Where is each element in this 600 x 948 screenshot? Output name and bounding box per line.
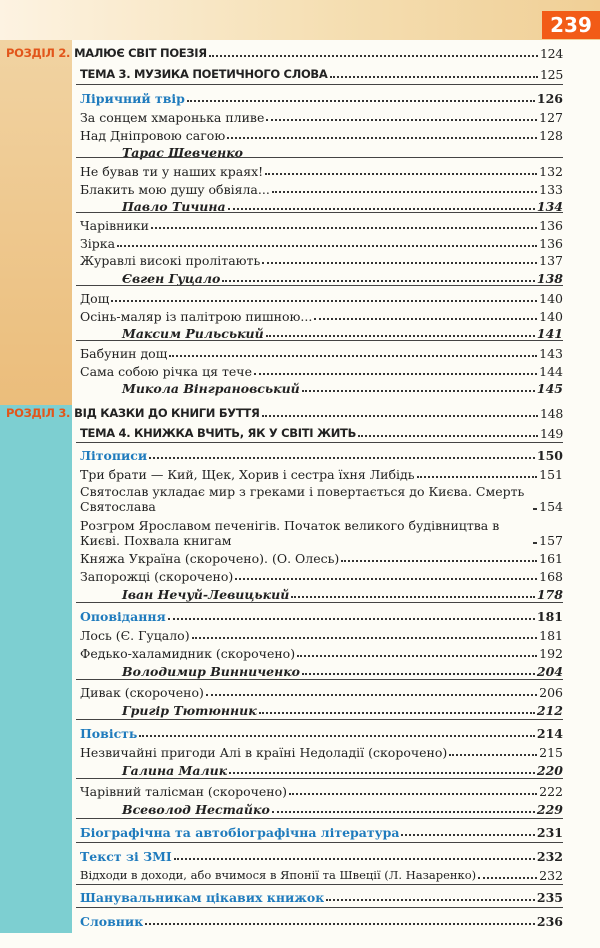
toc-entry[interactable]: Лось (Є. Гуцало) 181 bbox=[80, 628, 563, 643]
toc-author[interactable]: Володимир Винниченко 204 bbox=[122, 664, 563, 679]
chapter-title: МАЛЮЄ СВІТ ПОЕЗІЯ bbox=[74, 46, 207, 60]
toc-section[interactable]: Шанувальникам цікавих книжок 235 bbox=[80, 890, 563, 905]
toc-entry[interactable]: Три брати — Кий, Щек, Хорив і сестра їхня Либідь 151 bbox=[80, 467, 563, 482]
toc-section[interactable]: Словник 236 bbox=[80, 914, 563, 929]
toc-section[interactable]: Повість 214 bbox=[80, 726, 563, 741]
divider bbox=[76, 842, 563, 843]
chapter-2-color-bar bbox=[0, 40, 72, 405]
toc-author[interactable]: Іван Нечуй-Левицький 178 bbox=[122, 587, 563, 602]
toc-entry[interactable]: За сонцем хмаронька пливе 127 bbox=[80, 110, 563, 125]
toc-entry[interactable]: Відходи в доходи, або вчимося в Японії та Швеції (Л. Назаренко) 232 bbox=[80, 868, 563, 883]
chapter-3-color-bar bbox=[0, 405, 72, 933]
leader-dots bbox=[209, 55, 538, 57]
toc-entry[interactable]: Сама собою річка ця тече 144 bbox=[80, 364, 563, 379]
topic-title: ТЕМА 3. МУЗИКА ПОЕТИЧНОГО СЛОВА bbox=[80, 67, 328, 81]
toc-entry[interactable]: Княжа Україна (скорочено). (О. Олесь) 161 bbox=[80, 551, 563, 566]
divider bbox=[76, 157, 563, 158]
toc-author[interactable]: Павло Тичина 134 bbox=[122, 199, 563, 214]
toc-entry[interactable]: Запорожці (скорочено) 168 bbox=[80, 569, 563, 584]
page-ref: 124 bbox=[540, 46, 563, 61]
toc-entry[interactable]: Бабунин дощ 143 bbox=[80, 346, 563, 361]
toc-entry[interactable]: Федько-халамидник (скорочено) 192 bbox=[80, 646, 563, 661]
toc-chapter-3[interactable]: РОЗДІЛ 3. ВІД КАЗКИ ДО КНИГИ БУТТЯ 148 bbox=[6, 406, 563, 421]
toc-entry[interactable]: Святослав укладає мир з греками і повертається до Києва. Смерть Святослава 154 bbox=[80, 484, 563, 514]
toc-author[interactable]: Тарас Шевченко bbox=[122, 145, 244, 160]
toc-entry[interactable]: Блакить мою душу обвіяла... 133 bbox=[80, 182, 563, 197]
divider bbox=[76, 679, 563, 680]
header-band bbox=[0, 0, 600, 40]
divider bbox=[76, 442, 563, 443]
toc-entry[interactable]: Дощ 140 bbox=[80, 291, 563, 306]
toc-entry[interactable]: Журавлі високі пролітають 137 bbox=[80, 253, 563, 268]
chapter-title: ВІД КАЗКИ ДО КНИГИ БУТТЯ bbox=[74, 406, 260, 420]
divider bbox=[76, 778, 563, 779]
toc-section[interactable]: Біографічна та автобіографічна література 231 bbox=[80, 825, 563, 840]
toc-topic-3[interactable]: ТЕМА 3. МУЗИКА ПОЕТИЧНОГО СЛОВА 125 bbox=[80, 67, 563, 82]
toc-author[interactable]: Максим Рильський 141 bbox=[122, 326, 563, 341]
toc-section[interactable]: Текст зі ЗМІ 232 bbox=[80, 849, 563, 864]
divider bbox=[76, 818, 563, 819]
toc-author[interactable]: Григір Тютюнник 212 bbox=[122, 703, 563, 718]
toc-chapter-2[interactable] bbox=[6, 42, 563, 61]
divider bbox=[76, 340, 563, 341]
chapter-label: РОЗДІЛ 3. bbox=[6, 406, 71, 420]
toc-section[interactable]: Літописи 150 bbox=[80, 448, 563, 463]
toc-author[interactable]: Всеволод Нестайко 229 bbox=[122, 802, 563, 817]
toc-author[interactable]: Євген Гуцало 138 bbox=[122, 271, 563, 286]
toc-author[interactable]: Галина Малик 220 bbox=[122, 763, 563, 778]
toc-entry[interactable]: Осінь-маляр із палітрою пишною... 140 bbox=[80, 309, 563, 324]
chapter-label: РОЗДІЛ 2. bbox=[6, 46, 71, 60]
toc-entry[interactable]: Чарівний талісман (скорочено) 222 bbox=[80, 784, 563, 799]
divider bbox=[76, 84, 563, 85]
toc-entry[interactable]: Розгром Ярославом печенігів. Початок великого будівництва в Києві. Похвала книгам 157 bbox=[80, 518, 563, 548]
toc-entry[interactable]: Зірка 136 bbox=[80, 236, 563, 251]
divider bbox=[76, 907, 563, 908]
toc-entry[interactable]: Не бував ти у наших краях! 132 bbox=[80, 164, 563, 179]
divider bbox=[76, 719, 563, 720]
toc-entry[interactable]: Дивак (скорочено) 206 bbox=[80, 685, 563, 700]
divider bbox=[76, 884, 563, 885]
toc-author[interactable]: Микола Вінграновський 145 bbox=[122, 381, 563, 396]
divider bbox=[76, 212, 563, 213]
toc-entry[interactable]: Незвичайні пригоди Алі в країні Недоладії (скорочено) 215 bbox=[80, 745, 563, 760]
toc-entry[interactable]: Чарівники 136 bbox=[80, 218, 563, 233]
divider bbox=[76, 285, 563, 286]
topic-title: ТЕМА 4. КНИЖКА ВЧИТЬ, ЯК У СВІТІ ЖИТЬ bbox=[80, 426, 357, 440]
page-number: 239 bbox=[542, 11, 600, 39]
toc-section[interactable]: Оповідання 181 bbox=[80, 609, 563, 624]
toc-section[interactable]: Ліричний твір 126 bbox=[80, 91, 563, 106]
toc-entry[interactable]: Над Дніпровою сагою 128 bbox=[80, 128, 563, 143]
divider bbox=[76, 602, 563, 603]
toc-topic-4[interactable]: ТЕМА 4. КНИЖКА ВЧИТЬ, ЯК У СВІТІ ЖИТЬ 149 bbox=[80, 426, 563, 441]
